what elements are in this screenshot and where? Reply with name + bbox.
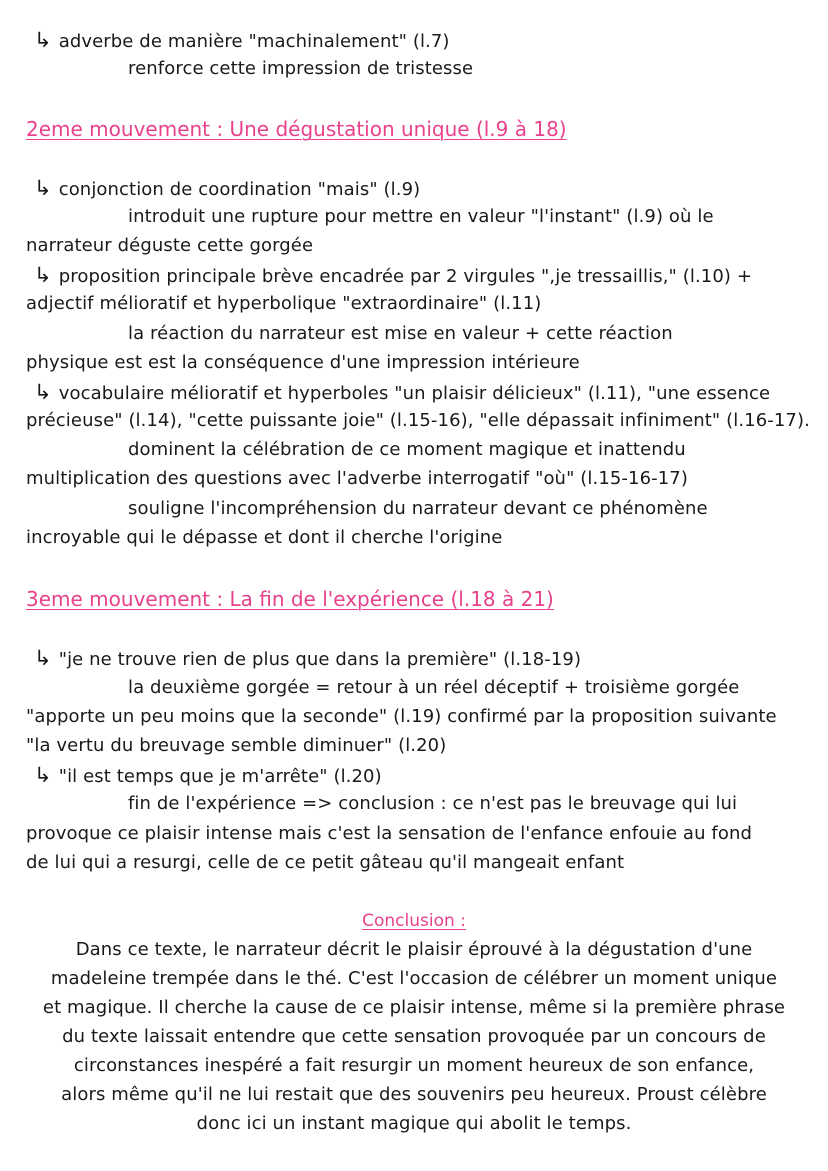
line-text: proposition principale brève encadrée par 2 virgules ",je tressaillis," (l.10) +	[58, 266, 753, 287]
line-text: physique est est la conséquence d'une impression intérieure	[26, 352, 580, 373]
conclusion-line: donc ici un instant magique qui abolit le temps.	[196, 1113, 632, 1134]
line-text: la deuxième gorgée = retour à un réel déceptif + troisième gorgée	[128, 677, 740, 698]
bullet-line	[34, 646, 581, 672]
line-text: introduit une rupture pour mettre en valeur "l'instant" (l.9) où le	[128, 206, 714, 227]
bullet-line	[34, 28, 450, 54]
line-text: vocabulaire mélioratif et hyperboles "un plaisir délicieux" (l.11), "une essence	[58, 383, 771, 404]
line-text: provoque ce plaisir intense mais c'est la sensation de l'enfance enfouie au fond	[26, 823, 752, 844]
return-arrow-icon: ↳	[34, 263, 52, 287]
line-text: conjonction de coordination "mais" (l.9)	[58, 179, 421, 200]
section-heading: 3eme mouvement : La fin de l'expérience (l.18 à 21)	[26, 587, 554, 611]
line-text: adverbe de manière "machinalement" (l.7)	[58, 31, 450, 52]
conclusion-line: alors même qu'il ne lui restait que des souvenirs peu heureux. Proust célèbre	[61, 1084, 767, 1105]
line-text: adjectif mélioratif et hyperbolique "extraordinaire" (l.11)	[26, 293, 542, 314]
return-arrow-icon: ↳	[34, 646, 52, 670]
line-text: "je ne trouve rien de plus que dans la première" (l.18-19)	[58, 649, 582, 670]
line-text: souligne l'incompréhension du narrateur devant ce phénomène	[128, 498, 708, 519]
line-text: narrateur déguste cette gorgée	[26, 235, 314, 256]
conclusion-line: circonstances inespéré a fait resurgir un moment heureux de son enfance,	[73, 1055, 755, 1076]
line-text: incroyable qui le dépasse et dont il cherche l'origine	[26, 527, 503, 548]
line-text: la réaction du narrateur est mise en valeur + cette réaction	[128, 323, 673, 344]
line-text: de lui qui a resurgi, celle de ce petit gâteau qu'il mangeait enfant	[26, 852, 625, 873]
line-text: dominent la célébration de ce moment magique et inattendu	[128, 439, 686, 460]
conclusion-line: du texte laissait entendre que cette sensation provoquée par un concours de	[62, 1026, 766, 1047]
conclusion-title: Conclusion :	[362, 911, 466, 931]
conclusion-line: madeleine trempée dans le thé. C'est l'occasion de célébrer un moment unique	[50, 968, 778, 989]
line-text: multiplication des questions avec l'adverbe interrogatif "où" (l.15-16-17)	[26, 468, 688, 489]
return-arrow-icon: ↳	[34, 380, 52, 404]
conclusion-line: Dans ce texte, le narrateur décrit le plaisir éprouvé à la dégustation d'une	[75, 939, 753, 960]
bullet-line	[34, 763, 382, 789]
return-arrow-icon: ↳	[34, 763, 52, 787]
conclusion-line: et magique. Il cherche la cause de ce plaisir intense, même si la première phrase	[42, 997, 786, 1018]
line-text: "la vertu du breuvage semble diminuer" (l.20)	[26, 735, 447, 756]
line-text: "il est temps que je m'arrête" (l.20)	[58, 766, 382, 787]
line-text: renforce cette impression de tristesse	[128, 58, 474, 79]
bullet-line	[34, 263, 752, 289]
bullet-line	[34, 176, 420, 202]
line-text: précieuse" (l.14), "cette puissante joie" (l.15-16), "elle dépassait infiniment" (l.16-17).	[26, 410, 810, 431]
section-heading: 2eme mouvement : Une dégustation unique (l.9 à 18)	[26, 117, 567, 141]
return-arrow-icon: ↳	[34, 176, 52, 200]
line-text: "apporte un peu moins que la seconde" (l.19) confirmé par la proposition suivante	[26, 706, 777, 727]
bullet-line	[34, 380, 770, 406]
return-arrow-icon: ↳	[34, 28, 52, 52]
line-text: fin de l'expérience => conclusion : ce n'est pas le breuvage qui lui	[128, 793, 738, 814]
